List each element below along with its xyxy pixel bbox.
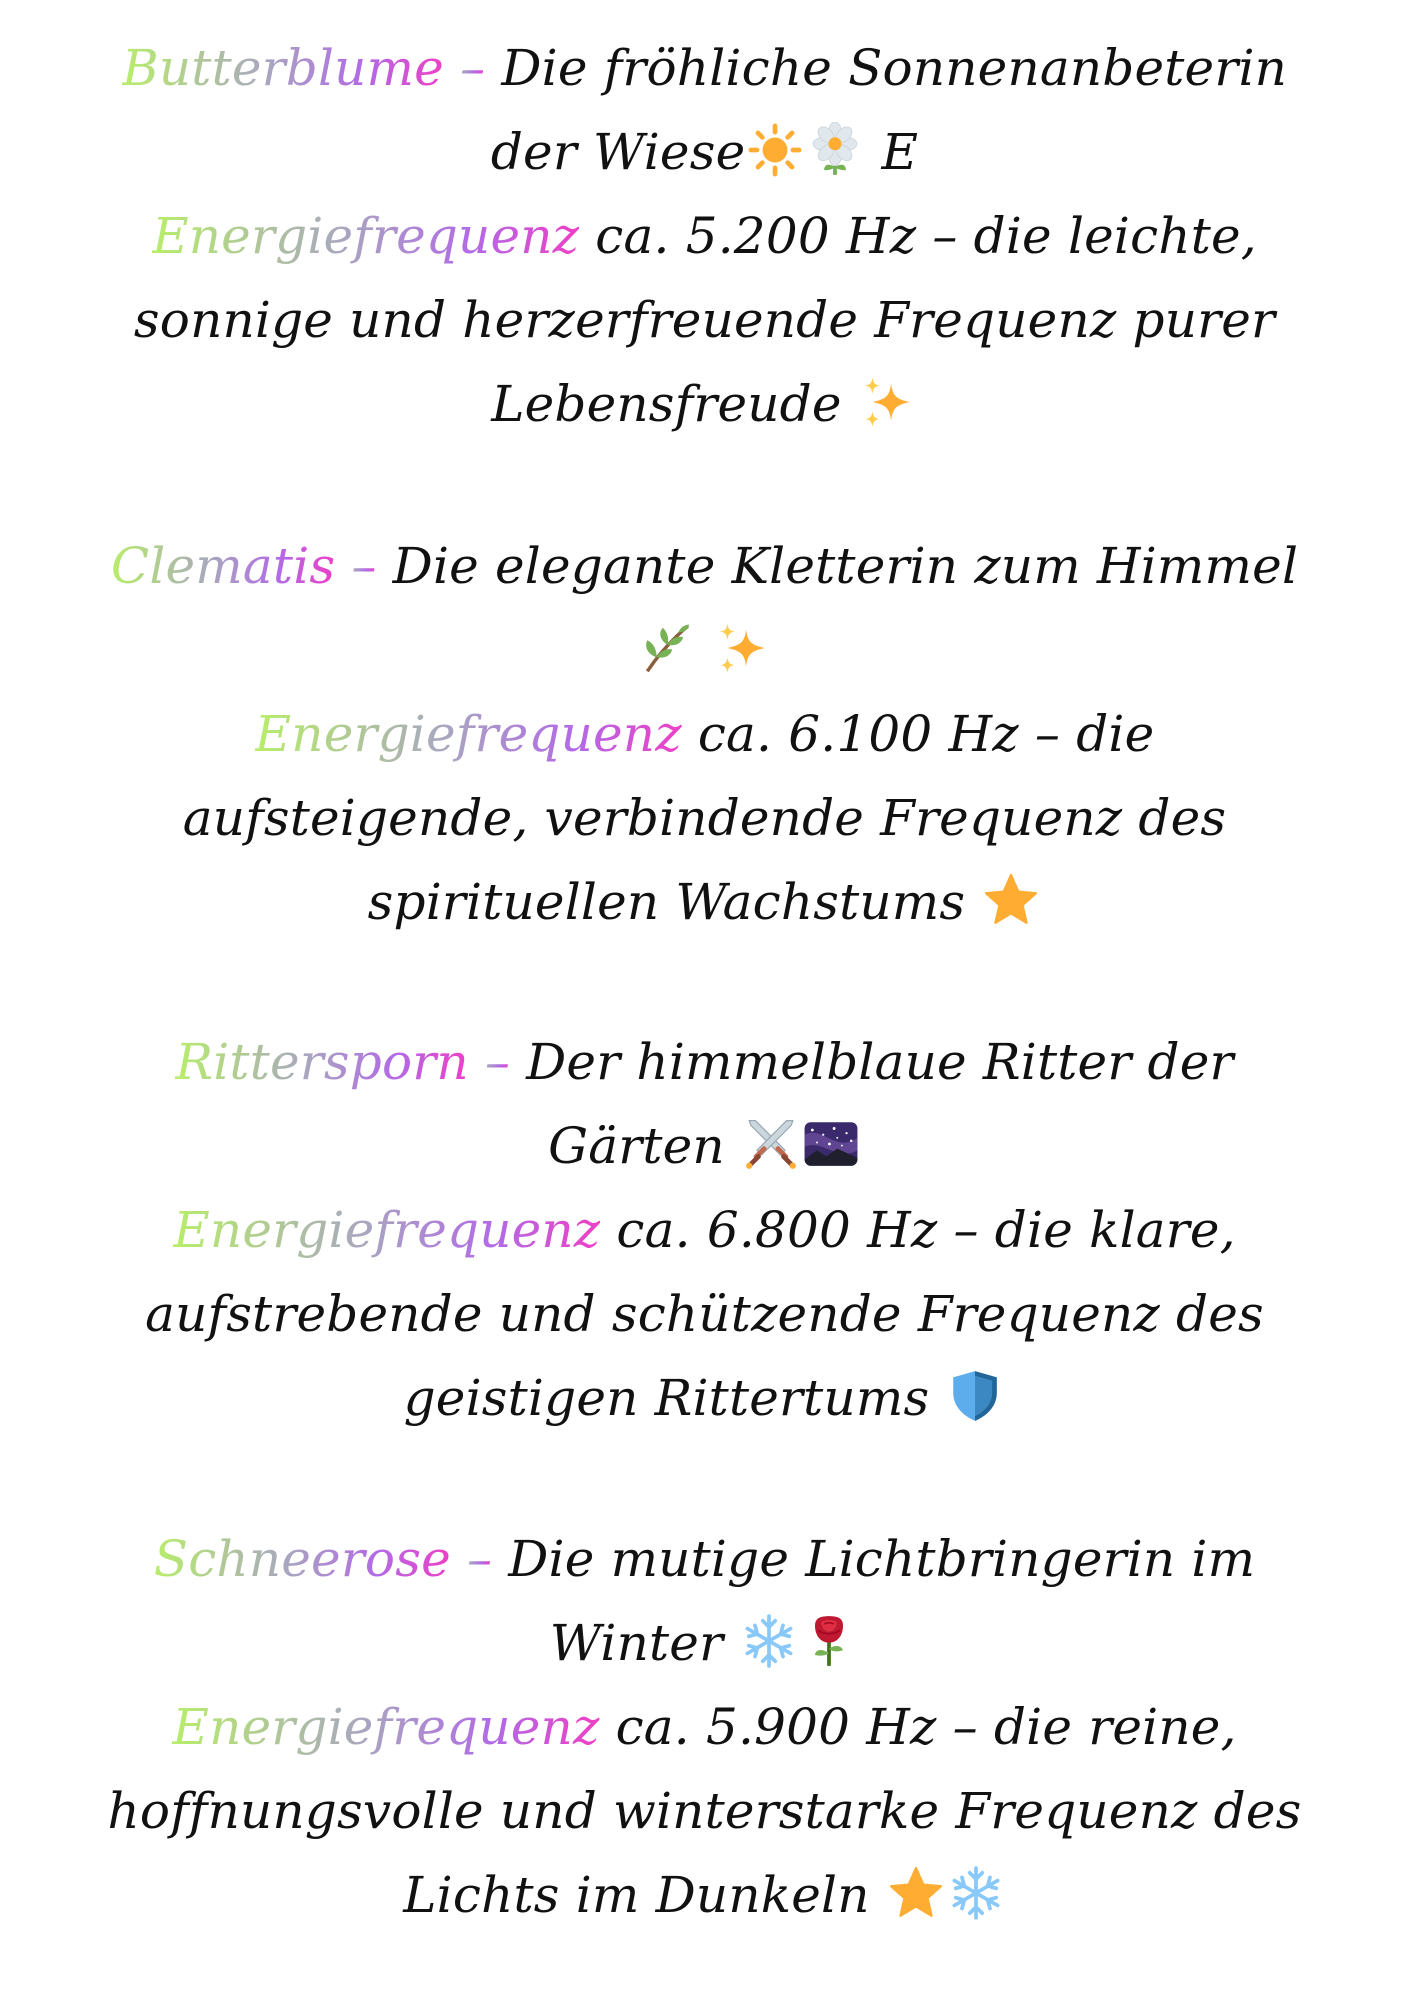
flower-name: Rittersporn [175,1033,469,1091]
title-text: Die fröhliche Sonnenanbeterin der Wiese [485,39,1288,181]
star-icon [983,872,1039,928]
frequency-text: ca. 5.200 Hz – die leichte, sonnige und herzerfreuende Frequenz purer Lebensfreude [133,207,1276,433]
entry-butterblume [90,26,1319,446]
snowflake-icon [948,1865,1004,1921]
flower-name: Butterblume [121,39,444,97]
sun-icon [747,122,803,178]
title-dash: – [443,39,486,97]
entry-frequency [90,1188,1319,1440]
entry-schneerose [90,1517,1319,1937]
frequency-label: Energiefrequenz [254,705,682,763]
entry-title [90,1020,1319,1188]
crossed-swords-icon [743,1116,799,1172]
entry-clematis [90,524,1319,944]
herb-icon [638,620,694,676]
flower-name: Clematis [110,537,336,595]
entry-title [90,26,1319,194]
title-text: Die elegante Kletterin zum Himmel [376,537,1299,595]
entry-frequency [90,1685,1319,1937]
shield-icon [947,1368,1003,1424]
sparkles-icon [715,620,771,676]
milky-way-icon [803,1116,859,1172]
frequency-text: ca. 6.100 Hz – die aufsteigende, verbindende Frequenz des spirituellen Wachstums [182,705,1227,931]
title-tail: E [865,123,919,181]
title-text: Die mutige Lichtbringerin im Winter [492,1530,1256,1672]
frequency-text: ca. 5.900 Hz – die reine, hoffnungsvolle und winterstarke Frequenz des Lichts im Dunkeln [107,1698,1302,1924]
rose-icon [801,1613,857,1669]
sparkles-icon [860,374,916,430]
entry-frequency [90,194,1319,446]
title-dash: – [468,1033,511,1091]
entry-rittersporn [90,1020,1319,1440]
flower-name: Schneerose [153,1530,451,1588]
title-dash: – [335,537,377,595]
title-text: Der himmelblaue Ritter der Gärten [510,1033,1234,1175]
entry-frequency [90,692,1319,944]
frequency-label: Energiefrequenz [152,207,580,265]
daisy-icon [807,122,863,178]
frequency-text: ca. 6.800 Hz – die klare, aufstrebende und schützende Frequenz des geistigen Rittertums [145,1201,1264,1427]
entry-title [90,1517,1319,1685]
frequency-label: Energiefrequenz [173,1201,601,1259]
title-dash: – [450,1530,493,1588]
entry-title [90,524,1319,692]
frequency-label: Energiefrequenz [172,1698,600,1756]
star-icon [888,1865,944,1921]
snowflake-icon [741,1613,797,1669]
